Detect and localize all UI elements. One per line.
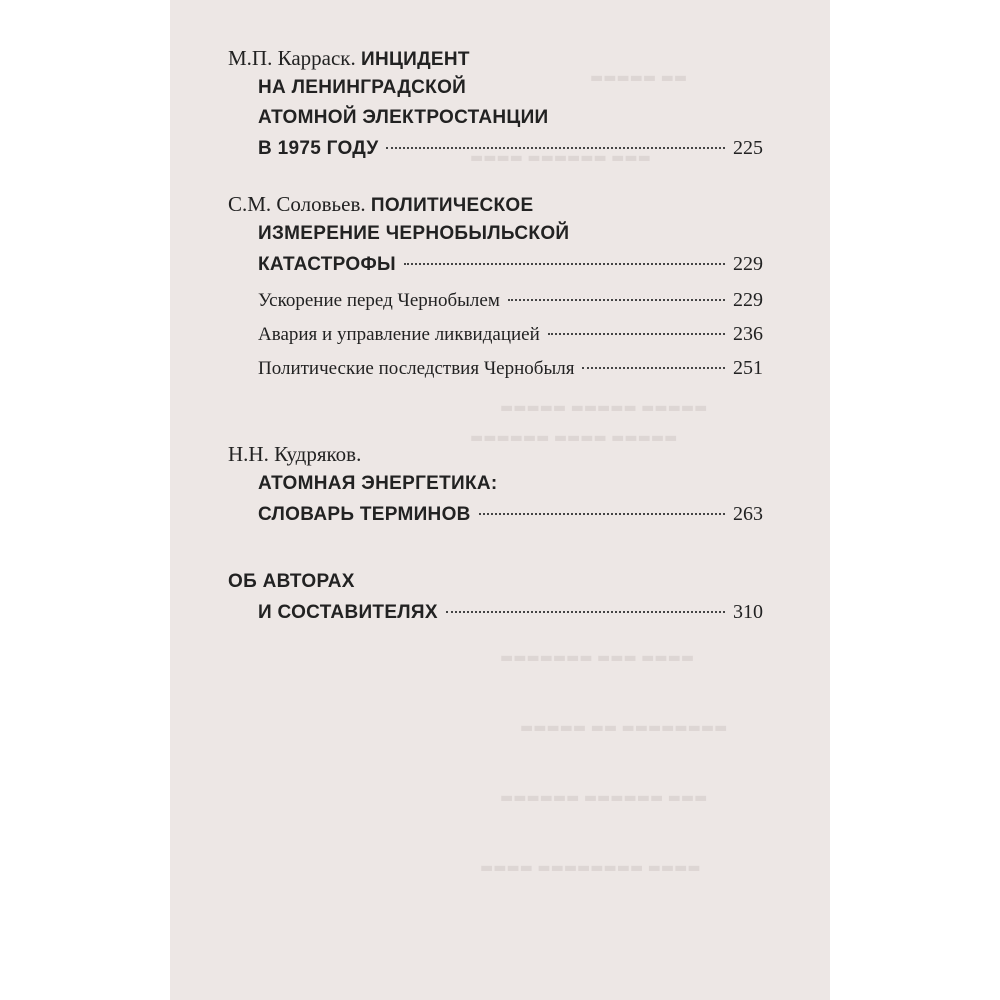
bleed-through-texture: ▬▬▬▬▬ ▬▬ [590, 70, 688, 86]
toc-entry-line [258, 500, 763, 529]
page-number: 263 [733, 503, 763, 525]
dot-leader [582, 367, 725, 369]
bleed-through-texture: ▬▬▬▬ ▬▬▬▬▬▬▬▬ ▬▬▬▬ [480, 860, 701, 876]
dot-leader [386, 147, 725, 149]
subsection-title: Авария и управление ликвидацией [258, 324, 540, 345]
book-page [170, 0, 830, 1000]
bleed-through-texture: ▬▬▬▬ ▬▬▬▬▬▬ ▬▬▬ [470, 150, 651, 166]
toc-entry-line [258, 250, 763, 279]
entry-author: С.М. Соловьев. [228, 192, 366, 216]
bleed-through-texture: ▬▬▬▬▬ ▬▬▬▬▬ ▬▬▬▬▬ [500, 400, 708, 416]
entry-title-line: СЛОВАРЬ ТЕРМИНОВ [258, 504, 471, 525]
entry-author: М.П. Карраск. [228, 46, 356, 70]
page-number: 225 [733, 137, 763, 159]
entry-title-line: ПОЛИТИЧЕСКОЕ [370, 195, 534, 216]
entry-title-line: ОБ АВТОРАХ [228, 571, 355, 592]
entry-title-line: НА ЛЕНИНГРАДСКОЙ [258, 77, 467, 98]
entry-title-line: ИЗМЕРЕНИЕ ЧЕРНОБЫЛЬСКОЙ [258, 223, 570, 244]
toc-entry-line [258, 598, 763, 627]
page-number: 310 [733, 601, 763, 623]
bleed-through-texture: ▬▬▬▬▬ ▬▬ ▬▬▬▬▬▬▬▬ [520, 720, 728, 736]
toc-subsection [258, 320, 763, 349]
entry-title-line: АТОМНАЯ ЭНЕРГЕТИКА: [258, 473, 498, 494]
entry-title-line: ИНЦИДЕНТ [360, 49, 470, 70]
page-number: 229 [733, 289, 763, 311]
dot-leader [548, 333, 725, 335]
dot-leader [404, 263, 725, 265]
dot-leader [508, 299, 725, 301]
entry-title-line: В 1975 ГОДУ [258, 138, 379, 159]
bleed-through-texture: ▬▬▬▬▬▬ ▬▬▬▬ ▬▬▬▬▬ [470, 430, 678, 446]
entry-title-line: И СОСТАВИТЕЛЯХ [258, 602, 438, 623]
table-of-contents [170, 0, 830, 1000]
subsection-title: Ускорение перед Чернобылем [258, 290, 500, 311]
page-number: 229 [733, 253, 763, 275]
dot-leader [446, 611, 725, 613]
toc-entry-line [258, 134, 763, 163]
toc-subsection [258, 286, 763, 315]
toc-entry-line [228, 190, 763, 220]
subsection-title: Политические последствия Чернобыля [258, 358, 575, 379]
toc-entry-line [228, 44, 763, 74]
toc-entry-line [228, 440, 763, 468]
dot-leader [479, 513, 725, 515]
page-number: 251 [733, 357, 763, 379]
bleed-through-texture: ▬▬▬▬▬▬▬ ▬▬▬ ▬▬▬▬ [500, 650, 695, 666]
entry-author: Н.Н. Кудряков. [228, 442, 362, 466]
toc-subsection [258, 354, 763, 383]
page-number: 236 [733, 323, 763, 345]
entry-title-line: АТОМНОЙ ЭЛЕКТРОСТАНЦИИ [258, 107, 549, 128]
bleed-through-texture: ▬▬▬▬▬▬ ▬▬▬▬▬▬ ▬▬▬ [500, 790, 708, 806]
entry-title-line: КАТАСТРОФЫ [258, 254, 396, 275]
